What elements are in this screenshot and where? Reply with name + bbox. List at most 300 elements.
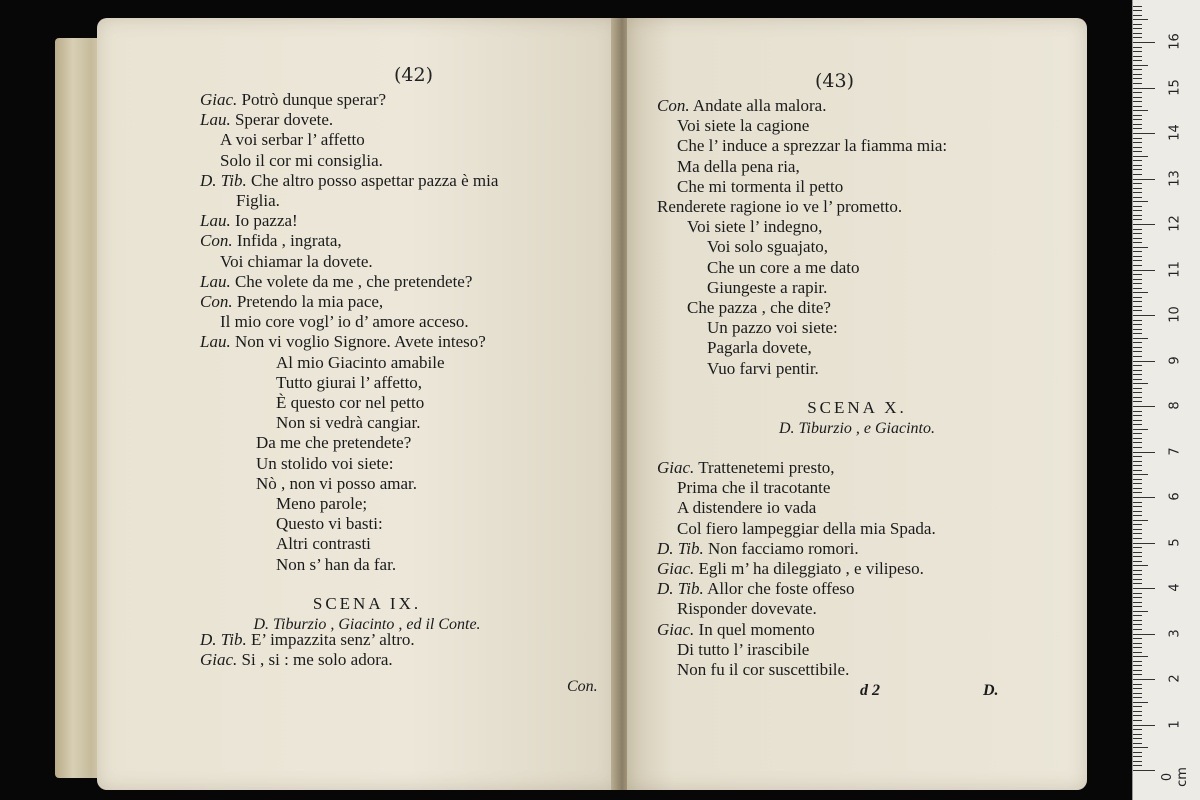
ruler-tick [1133,247,1148,248]
ruler-tick [1133,56,1142,57]
ruler-tick [1133,684,1142,685]
left-page-scene-text [200,630,415,670]
scene-ix-heading [197,594,537,634]
text-line [657,157,947,177]
verse-text: Non vi voglio Signore. Avete inteso? [234,332,486,352]
ruler-tick [1133,620,1142,621]
left-page-number: (42) [394,64,434,86]
ruler-tick [1133,10,1142,11]
speaker-label: Con. [657,96,690,115]
ruler-tick [1133,101,1142,102]
ruler-tick [1133,734,1142,735]
ruler-tick [1133,720,1142,721]
ruler-tick [1133,174,1142,175]
verse-text: Che altro posso aspettar pazza è mia [251,170,499,190]
ruler-tick [1133,47,1142,48]
ruler-tick [1133,69,1142,70]
text-line [200,373,498,393]
ruler-label: 3 [1167,628,1183,638]
text-line [657,258,947,278]
text-line [657,519,936,539]
verse-text: Risponder dovevate. [677,599,817,619]
right-page-text [657,96,947,379]
ruler-label: 15 [1167,78,1183,96]
ruler-tick [1133,538,1142,539]
ruler-tick [1133,379,1142,380]
ruler-tick [1133,165,1142,166]
ruler-tick [1133,138,1142,139]
ruler-tick [1133,333,1142,334]
ruler-label: 13 [1167,169,1183,187]
ruler-tick [1133,370,1142,371]
ruler-tick [1133,634,1155,635]
ruler-tick [1133,401,1142,402]
verse-text: Non facciamo romori. [708,538,859,558]
ruler-tick [1133,215,1142,216]
ruler-tick [1133,661,1142,662]
ruler-tick [1133,279,1142,280]
ruler-tick [1133,219,1142,220]
verse-text: Pagarla dovete, [707,338,812,358]
ruler-tick [1133,765,1142,766]
ruler-tick [1133,260,1142,261]
ruler-tick [1133,83,1142,84]
ruler-label: 2 [1167,674,1183,683]
ruler-label: 14 [1167,124,1183,141]
ruler-tick [1133,688,1142,689]
verse-text: Voi chiamar la dovete. [220,251,373,271]
ruler-tick [1133,274,1142,275]
ruler-tick [1133,761,1142,762]
ruler-tick [1133,329,1142,330]
ruler-tick [1133,706,1142,707]
ruler-tick [1133,611,1148,612]
text-line [200,231,498,251]
verse-text: Giungeste a rapir. [707,277,828,297]
text-line [657,458,936,478]
verse-text: Sperar dovete. [234,110,334,130]
ruler-tick [1133,188,1142,189]
verse-text: Un stolido voi siete: [256,453,394,473]
verse-text: Infida , ingrata, [236,231,342,251]
speaker-label: D. Tib. [657,538,704,558]
ruler-tick [1133,643,1142,644]
ruler-tick [1133,647,1142,648]
verse-text: A distendere io vada [677,498,817,518]
scene-title: SCENA X. [807,398,907,417]
text-line [200,433,498,453]
ruler-tick [1133,665,1142,666]
text-line [657,620,936,640]
ruler-tick [1133,147,1142,148]
ruler-tick [1133,351,1142,352]
verse-text: Non s’ han da far. [276,554,397,574]
ruler-tick [1133,24,1142,25]
verse-text: Non si vedrà cangiar. [276,413,421,433]
verse-text: Vuo farvi pentir. [707,358,819,378]
ruler-label: 12 [1167,215,1183,232]
ruler-tick [1133,242,1142,243]
open-book [55,18,1080,790]
verse-text: Tutto giurai l’ affetto, [276,372,423,392]
verse-text: Voi siete l’ indegno, [687,217,823,237]
ruler-tick [1133,638,1142,639]
scene-title: SCENA IX. [312,594,422,613]
ruler-tick [1133,561,1142,562]
text-line [200,494,498,514]
ruler-label: 16 [1167,33,1183,50]
ruler-tick [1133,529,1142,530]
verse-text: Solo il cor mi consiglia. [220,150,383,170]
text-line [657,559,936,579]
text-line [200,130,498,150]
ruler-tick [1133,74,1142,75]
verse-text: Figlia. [236,191,280,211]
ruler-tick [1133,556,1142,557]
ruler-tick [1133,192,1142,193]
text-line [200,292,498,312]
text-line [657,278,947,298]
ruler-tick [1133,28,1142,29]
ruler-tick [1133,183,1142,184]
ruler-tick [1133,652,1142,653]
ruler-tick [1133,406,1155,407]
ruler-tick [1133,574,1142,575]
text-line [657,217,947,237]
ruler-tick [1133,365,1142,366]
verse-text: Che un core a me dato [707,257,860,277]
verse-text: Questo vi basti: [276,514,383,534]
verse-text: Da me che pretendete? [256,433,412,453]
speaker-label: Giac. [200,90,238,109]
text-line [657,116,947,136]
ruler-tick [1133,438,1142,439]
ruler-tick [1133,679,1155,680]
ruler-tick [1133,92,1142,93]
verse-text: Allor che foste offeso [707,579,855,599]
verse-text: Nò , non vi posso amar. [256,473,418,493]
ruler-tick [1133,238,1142,239]
ruler-tick [1133,629,1142,630]
verse-text: Che mi tormenta il petto [677,176,844,196]
ruler-tick [1133,210,1142,211]
verse-text: Un pazzo voi siete: [707,318,838,338]
ruler-tick [1133,342,1142,343]
ruler-tick [1133,119,1142,120]
ruler-tick [1133,579,1142,580]
text-line [200,252,498,272]
ruler-label: 8 [1167,401,1183,410]
verse-text: Il mio core vogl’ io d’ amore acceso. [220,312,469,332]
ruler-tick [1133,51,1142,52]
speaker-label: Con. [200,231,233,251]
text-line [657,338,947,358]
ruler-tick [1133,511,1142,512]
text-line [200,272,498,292]
text-line [657,298,947,318]
verse-text: Voi siete la cagione [677,116,810,136]
ruler-tick [1133,78,1142,79]
ruler-tick [1133,361,1155,362]
ruler-tick [1133,729,1142,730]
text-line [200,534,498,554]
ruler-tick [1133,315,1155,316]
ruler-tick [1133,151,1142,152]
verse-text: Renderete ragione io ve l’ prometto. [657,197,903,217]
ruler-tick [1133,615,1142,616]
speaker-label: Lau. [200,271,231,291]
verse-text: Pretendo la mia pace, [236,292,384,312]
speaker-label: Giac. [657,559,695,579]
ruler-tick [1133,420,1142,421]
ruler-tick [1133,383,1148,384]
ruler-tick [1133,415,1142,416]
ruler-tick [1133,670,1142,671]
text-line [657,498,936,518]
ruler-tick [1133,483,1142,484]
ruler-tick [1133,283,1142,284]
ruler-label: 6 [1167,492,1183,501]
text-line [200,630,415,650]
ruler-tick [1133,297,1142,298]
ruler-tick [1133,128,1142,129]
ruler-tick [1133,288,1142,289]
text-line [657,640,936,660]
verse-text: Che volete da me , che pretendete? [234,271,473,291]
ruler-tick [1133,743,1142,744]
ruler-tick [1133,602,1142,603]
catchword: Con. [567,678,598,695]
speaker-label: D. Tib. [657,579,704,599]
text-line [200,393,498,413]
ruler-tick [1133,533,1142,534]
ruler-tick [1133,565,1148,566]
ruler-tick [1133,124,1142,125]
verse-text: Che pazza , che dite? [687,298,831,318]
text-line [200,555,498,575]
text-line [657,660,936,680]
text-line [200,332,498,352]
ruler-tick [1133,570,1142,571]
speaker-label: Giac. [657,458,695,477]
ruler-tick [1133,711,1142,712]
text-line [200,151,498,171]
text-line [200,191,498,211]
ruler-tick [1133,256,1142,257]
ruler-tick [1133,65,1148,66]
ruler-tick [1133,292,1148,293]
text-line [657,177,947,197]
ruler-tick [1133,715,1142,716]
text-line [200,353,498,373]
ruler-tick [1133,693,1142,694]
ruler-tick [1133,265,1142,266]
text-line [200,514,498,534]
ruler-label: 7 [1167,446,1183,456]
ruler-label: 11 [1167,260,1183,278]
ruler-tick [1133,429,1148,430]
speaker-label: Giac. [200,650,238,670]
ruler-tick [1133,656,1148,657]
ruler-tick [1133,251,1142,252]
text-line [657,359,947,379]
ruler-tick [1133,133,1155,134]
ruler-tick [1133,411,1142,412]
ruler-tick [1133,306,1142,307]
ruler-tick [1133,310,1142,311]
speaker-label: Lau. [200,332,231,352]
ruler-tick [1133,461,1142,462]
ruler-tick [1133,747,1148,748]
ruler-tick [1133,470,1142,471]
catchword: D. [983,682,999,699]
text-line [200,171,498,191]
ruler-tick [1133,19,1148,20]
ruler-label: 1 [1167,719,1183,729]
text-line [200,650,415,670]
ruler-label: 4 [1167,583,1183,592]
ruler-tick [1133,37,1142,38]
ruler-tick [1133,674,1142,675]
ruler-tick [1133,552,1142,553]
ruler-tick [1133,424,1142,425]
verse-text: Meno parole; [276,494,368,514]
verse-text: Non fu il cor suscettibile. [677,660,850,680]
verse-text: Andate alla malora. [692,96,827,115]
signature-mark: d 2 [860,682,880,699]
verse-text: Ma della pena ria, [677,156,800,176]
ruler-tick [1133,433,1142,434]
ruler-tick [1133,392,1142,393]
ruler-tick [1133,320,1142,321]
ruler-tick [1133,106,1142,107]
verse-text: Io pazza! [234,211,298,231]
ruler-tick [1133,88,1155,89]
ruler-tick [1133,506,1142,507]
verse-text: A voi serbar l’ affetto [220,130,365,150]
verse-text: Potrò dunque sperar? [241,90,387,109]
text-line [657,318,947,338]
ruler-tick [1133,702,1148,703]
verse-text: Altri contrasti [276,534,371,554]
ruler-tick [1133,324,1142,325]
verse-text: In quel momento [698,619,815,639]
text-line [657,136,947,156]
left-page [97,18,617,790]
ruler-tick [1133,374,1142,375]
ruler-tick [1133,338,1148,339]
ruler-tick [1133,515,1142,516]
verse-text: Trattenetemi presto, [698,458,835,477]
verse-text: Col fiero lampeggiar della mia Spada. [677,518,936,538]
ruler-tick [1133,593,1142,594]
scene-x-heading [707,398,1007,438]
ruler-tick [1133,543,1155,544]
ruler-tick [1133,624,1142,625]
ruler-tick [1133,497,1155,498]
ruler-tick [1133,229,1142,230]
ruler-tick [1133,15,1142,16]
ruler-label: 10 [1167,306,1183,323]
ruler-tick [1133,502,1142,503]
ruler-tick [1133,201,1148,202]
speaker-label: D. Tib. [200,170,247,190]
text-line [657,96,947,116]
ruler-label: 0 cm [1160,767,1190,787]
ruler-tick [1133,547,1142,548]
speaker-label: Lau. [200,211,231,231]
ruler-tick [1133,770,1155,771]
ruler-tick [1133,347,1142,348]
ruler-tick [1133,474,1148,475]
ruler-tick [1133,479,1142,480]
speaker-label: Lau. [200,110,231,130]
text-line [200,90,498,110]
text-line [657,237,947,257]
ruler-tick [1133,142,1142,143]
ruler-tick [1133,6,1142,7]
verse-text: Voi solo sguajato, [707,237,829,257]
verse-text: Si , si : me solo adora. [241,650,393,670]
ruler-label: 9 [1167,355,1183,365]
ruler-tick [1133,492,1142,493]
ruler-tick [1133,60,1142,61]
ruler-tick [1133,597,1142,598]
ruler-tick [1133,356,1142,357]
ruler-tick [1133,588,1155,589]
ruler-tick [1133,756,1142,757]
verse-text: Di tutto l’ irascibile [677,639,810,659]
ruler-tick [1133,270,1155,271]
verse-text: Egli m’ ha dileggiato , e vilipeso. [698,559,924,579]
ruler-tick [1133,452,1155,453]
ruler-label: 5 [1167,537,1183,547]
text-line [200,110,498,130]
speaker-label: D. Tib. [200,630,247,649]
right-page [627,18,1087,790]
ruler-tick [1133,97,1142,98]
text-line [200,454,498,474]
ruler-tick [1133,606,1142,607]
ruler-tick [1133,160,1142,161]
verse-text: Al mio Giacinto amabile [276,352,445,372]
ruler-tick [1133,447,1142,448]
ruler-tick [1133,110,1148,111]
right-page-scene-text [657,458,936,680]
ruler-tick [1133,752,1142,753]
ruler-tick [1133,301,1142,302]
ruler-tick [1133,456,1142,457]
ruler-tick [1133,33,1142,34]
ruler-tick [1133,169,1142,170]
ruler-tick [1133,233,1142,234]
text-line [657,599,936,619]
left-page-text [200,90,498,575]
text-line [657,539,936,559]
text-line [657,579,936,599]
speaker-label: Con. [200,292,233,312]
ruler-tick [1133,738,1142,739]
ruler-tick [1133,725,1155,726]
ruler-tick [1133,388,1142,389]
text-line [200,413,498,433]
verse-text: È questo cor nel petto [276,393,425,413]
text-line [200,312,498,332]
ruler-tick [1133,697,1142,698]
ruler-tick [1133,179,1155,180]
text-line [200,211,498,231]
text-line [657,478,936,498]
